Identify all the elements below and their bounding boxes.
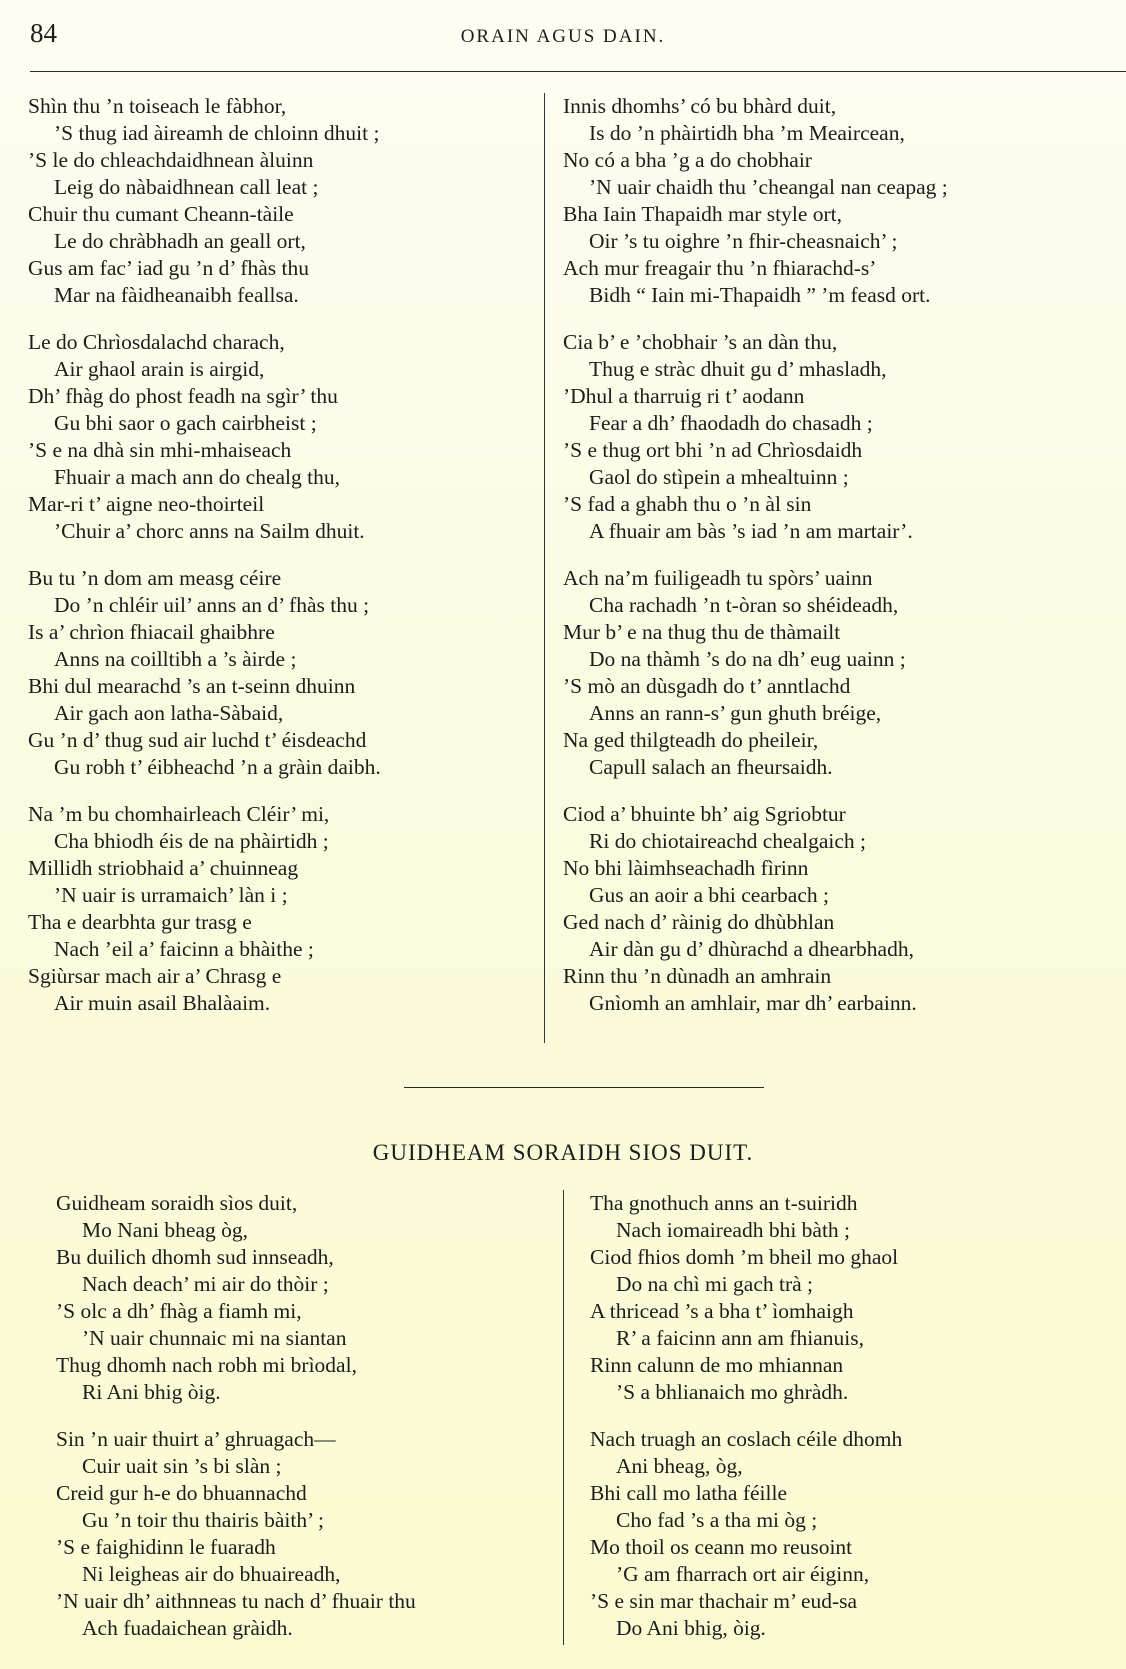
verse-line: Sgiùrsar mach air a’ Chrasg e	[28, 964, 282, 988]
verse-line: ’N uair chaidh thu ’cheangal nan ceapag ;	[589, 175, 948, 199]
verse-line: Ciod fhios domh ’m bheil mo ghaol	[590, 1245, 899, 1269]
verse-line: Gus am fac’ iad gu ’n d’ fhàs thu	[28, 256, 310, 280]
verse-line: Le do Chrìosdalachd charach,	[28, 330, 285, 354]
verse-line: Gnìomh an amhlair, mar dh’ earbainn.	[589, 991, 917, 1015]
verse-line: Na ’m bu chomhairleach Cléir’ mi,	[28, 802, 330, 826]
verse-line: Sin ’n uair thuirt a’ ghruagach—	[56, 1427, 336, 1451]
verse-line: ’S olc a dh’ fhàg a fiamh mi,	[56, 1299, 302, 1323]
poem2-right-column	[590, 1190, 902, 1662]
verse-line: ’S le do chleachdaidhnean àluinn	[28, 148, 314, 172]
poem2-left-column	[56, 1190, 416, 1662]
stanza	[563, 801, 948, 1017]
verse-line: Mur b’ e na thug thu de thàmailt	[563, 620, 841, 644]
verse-line: Bhi call mo latha féille	[590, 1481, 788, 1505]
stanza	[563, 93, 948, 309]
verse-line: Gu robh t’ éibheachd ’n a gràin daibh.	[54, 755, 381, 779]
page-number: 84	[30, 18, 57, 48]
poem1-left-column	[28, 93, 381, 1037]
verse-line: Le do chràbhadh an geall ort,	[54, 229, 306, 253]
verse-line: Nach truagh an coslach céile dhomh	[590, 1427, 903, 1451]
verse-line: Gu ’n d’ thug sud air luchd t’ éisdeachd	[28, 728, 367, 752]
verse-line: Innis dhomhs’ có bu bhàrd duit,	[563, 94, 837, 118]
verse-line: Guidheam soraidh sìos duit,	[56, 1191, 298, 1215]
column-divider	[544, 93, 545, 1043]
verse-line: ’N uair chunnaic mi na siantan	[82, 1326, 347, 1350]
verse-line: A thricead ’s a bha t’ ìomhaigh	[590, 1299, 854, 1323]
verse-line: Mo thoil os ceann mo reusoint	[590, 1535, 853, 1559]
verse-line: Fear a dh’ fhaodadh do chasadh ;	[589, 411, 873, 435]
verse-line: ’S thug iad àireamh de chloinn dhuit ;	[54, 121, 380, 145]
verse-line: R’ a faicinn ann am fhianuis,	[616, 1326, 864, 1350]
verse-line: Mar na fàidheanaibh feallsa.	[54, 283, 299, 307]
verse-line: Do na thàmh ’s do na dh’ eug uainn ;	[589, 647, 906, 671]
verse-line: Ni leigheas air do bhuaireadh,	[82, 1562, 341, 1586]
stanza	[56, 1426, 416, 1642]
stanza	[56, 1190, 416, 1406]
verse-line: Bidh “ Iain mi-Thapaidh ” ’m feasd ort.	[589, 283, 931, 307]
verse-line: Gus an aoir a bhi cearbach ;	[589, 883, 829, 907]
stanza	[563, 565, 948, 781]
verse-line: Tha e dearbhta gur trasg e	[28, 910, 252, 934]
verse-line: Tha gnothuch anns an t-suiridh	[590, 1191, 858, 1215]
running-head: ORAIN AGUS DAIN.	[460, 26, 666, 47]
verse-line: Is do ’n phàirtidh bha ’m Meaircean,	[589, 121, 905, 145]
verse-line: Ri do chiotaireachd chealgaich ;	[589, 829, 866, 853]
verse-line: Creid gur h-e do bhuannachd	[56, 1481, 307, 1505]
verse-line: Ani bheag, òg,	[616, 1454, 743, 1478]
verse-line: Gaol do stìpein a mhealtuinn ;	[589, 465, 849, 489]
verse-line: Mar-ri t’ aigne neo-thoirteil	[28, 492, 265, 516]
verse-line: Bu duilich dhomh sud innseadh,	[56, 1245, 334, 1269]
verse-line: Ach na’m fuiligeadh tu spòrs’ uainn	[563, 566, 873, 590]
header-rule	[30, 71, 1126, 72]
verse-line: ’S a bhlianaich mo ghràdh.	[616, 1380, 849, 1404]
verse-line: Cho fad ’s a tha mi òg ;	[616, 1508, 818, 1532]
verse-line: Rinn calunn de mo mhiannan	[590, 1353, 844, 1377]
verse-line: ’S e thug ort bhi ’n ad Chrìosdaidh	[563, 438, 863, 462]
verse-line: ’S fad a ghabh thu o ’n àl sin	[563, 492, 812, 516]
verse-line: Gu ’n toir thu thairis bàith’ ;	[82, 1508, 325, 1532]
verse-line: ’Dhul a tharruig ri t’ aodann	[563, 384, 805, 408]
verse-line: Air muin asail Bhalàaim.	[54, 991, 271, 1015]
verse-line: Ach mur freagair thu ’n fhiarachd-s’	[563, 256, 877, 280]
verse-line: Anns na coilltibh a ’s àirde ;	[54, 647, 297, 671]
verse-line: Air dàn gu d’ dhùrachd a dhearbhadh,	[589, 937, 914, 961]
verse-line: Do na chì mi gach trà ;	[616, 1272, 814, 1296]
verse-line: Leig do nàbaidhnean call leat ;	[54, 175, 319, 199]
poem1-right-column	[563, 93, 948, 1037]
verse-line: ’G am fharrach ort air éiginn,	[616, 1562, 870, 1586]
stanza	[590, 1190, 902, 1406]
verse-line: Nach ’eil a’ faicinn a bhàithe ;	[54, 937, 314, 961]
stanza	[28, 329, 381, 545]
verse-line: ’N uair dh’ aithnneas tu nach d’ fhuair thu	[56, 1589, 416, 1613]
verse-line: Anns an rann-s’ gun ghuth bréige,	[589, 701, 882, 725]
verse-line: ’N uair is urramaich’ làn i ;	[54, 883, 288, 907]
verse-line: Dh’ fhàg do phost feadh na sgìr’ thu	[28, 384, 338, 408]
verse-line: Capull salach an fheursaidh.	[589, 755, 833, 779]
stanza	[590, 1426, 902, 1642]
stanza	[28, 801, 381, 1017]
verse-line: A fhuair am bàs ’s iad ’n am martair’.	[589, 519, 913, 543]
verse-line: Na ged thilgteadh do pheileir,	[563, 728, 819, 752]
verse-line: ’Chuir a’ chorc anns na Sailm dhuit.	[54, 519, 365, 543]
verse-line: Air gach aon latha-Sàbaid,	[54, 701, 284, 725]
verse-line: Bha Iain Thapaidh mar style ort,	[563, 202, 843, 226]
verse-line: ’S mò an dùsgadh do t’ anntlachd	[563, 674, 851, 698]
verse-line: Air ghaol arain is airgid,	[54, 357, 265, 381]
poem-title: GUIDHEAM SORAIDH SIOS DUIT.	[372, 1140, 754, 1165]
stanza	[563, 329, 948, 545]
stanza	[28, 93, 381, 309]
verse-line: Nach iomaireadh bhi bàth ;	[616, 1218, 851, 1242]
verse-line: Rinn thu ’n dùnadh an amhrain	[563, 964, 832, 988]
verse-line: No có a bha ’g a do chobhair	[563, 148, 812, 172]
verse-line: No bhi làimhseachadh fìrinn	[563, 856, 809, 880]
verse-line: ’S e sin mar thachair m’ eud-sa	[590, 1589, 858, 1613]
verse-line: Cuir uait sin ’s bi slàn ;	[82, 1454, 282, 1478]
verse-line: Ri Ani bhig òig.	[82, 1380, 221, 1404]
verse-line: Bhi dul mearachd ’s an t-seinn dhuinn	[28, 674, 356, 698]
verse-line: Do ’n chléir uil’ anns an d’ fhàs thu ;	[54, 593, 370, 617]
verse-line: Oir ’s tu oighre ’n fhir-cheasnaich’ ;	[589, 229, 898, 253]
verse-line: Ach fuadaichean gràidh.	[82, 1616, 293, 1640]
verse-line: Ged nach d’ ràinig do dhùbhlan	[563, 910, 835, 934]
verse-line: Shìn thu ’n toiseach le fàbhor,	[28, 94, 287, 118]
verse-line: Millidh striobhaid a’ chuinneag	[28, 856, 299, 880]
verse-line: Cha rachadh ’n t-òran so shéideadh,	[589, 593, 899, 617]
verse-line: Nach deach’ mi air do thòir ;	[82, 1272, 329, 1296]
verse-line: Chuir thu cumant Cheann-tàile	[28, 202, 294, 226]
stanza	[28, 565, 381, 781]
verse-line: Is a’ chrìon fhiacail ghaibhre	[28, 620, 275, 644]
verse-line: Gu bhi saor o gach cairbheist ;	[54, 411, 317, 435]
verse-line: Thug e stràc dhuit gu d’ mhasladh,	[589, 357, 887, 381]
section-divider	[404, 1087, 764, 1088]
verse-line: Cha bhiodh éis de na phàirtidh ;	[54, 829, 329, 853]
verse-line: Do Ani bhig, òig.	[616, 1616, 766, 1640]
verse-line: ’S e na dhà sin mhi-mhaiseach	[28, 438, 292, 462]
verse-line: Fhuair a mach ann do chealg thu,	[54, 465, 340, 489]
verse-line: ’S e faighidinn le fuaradh	[56, 1535, 276, 1559]
verse-line: Bu tu ’n dom am measg céire	[28, 566, 282, 590]
verse-line: Cia b’ e ’chobhair ’s an dàn thu,	[563, 330, 838, 354]
column-divider	[563, 1190, 564, 1645]
verse-line: Thug dhomh nach robh mi brìodal,	[56, 1353, 357, 1377]
verse-line: Mo Nani bheag òg,	[82, 1218, 248, 1242]
verse-line: Ciod a’ bhuinte bh’ aig Sgriobtur	[563, 802, 846, 826]
